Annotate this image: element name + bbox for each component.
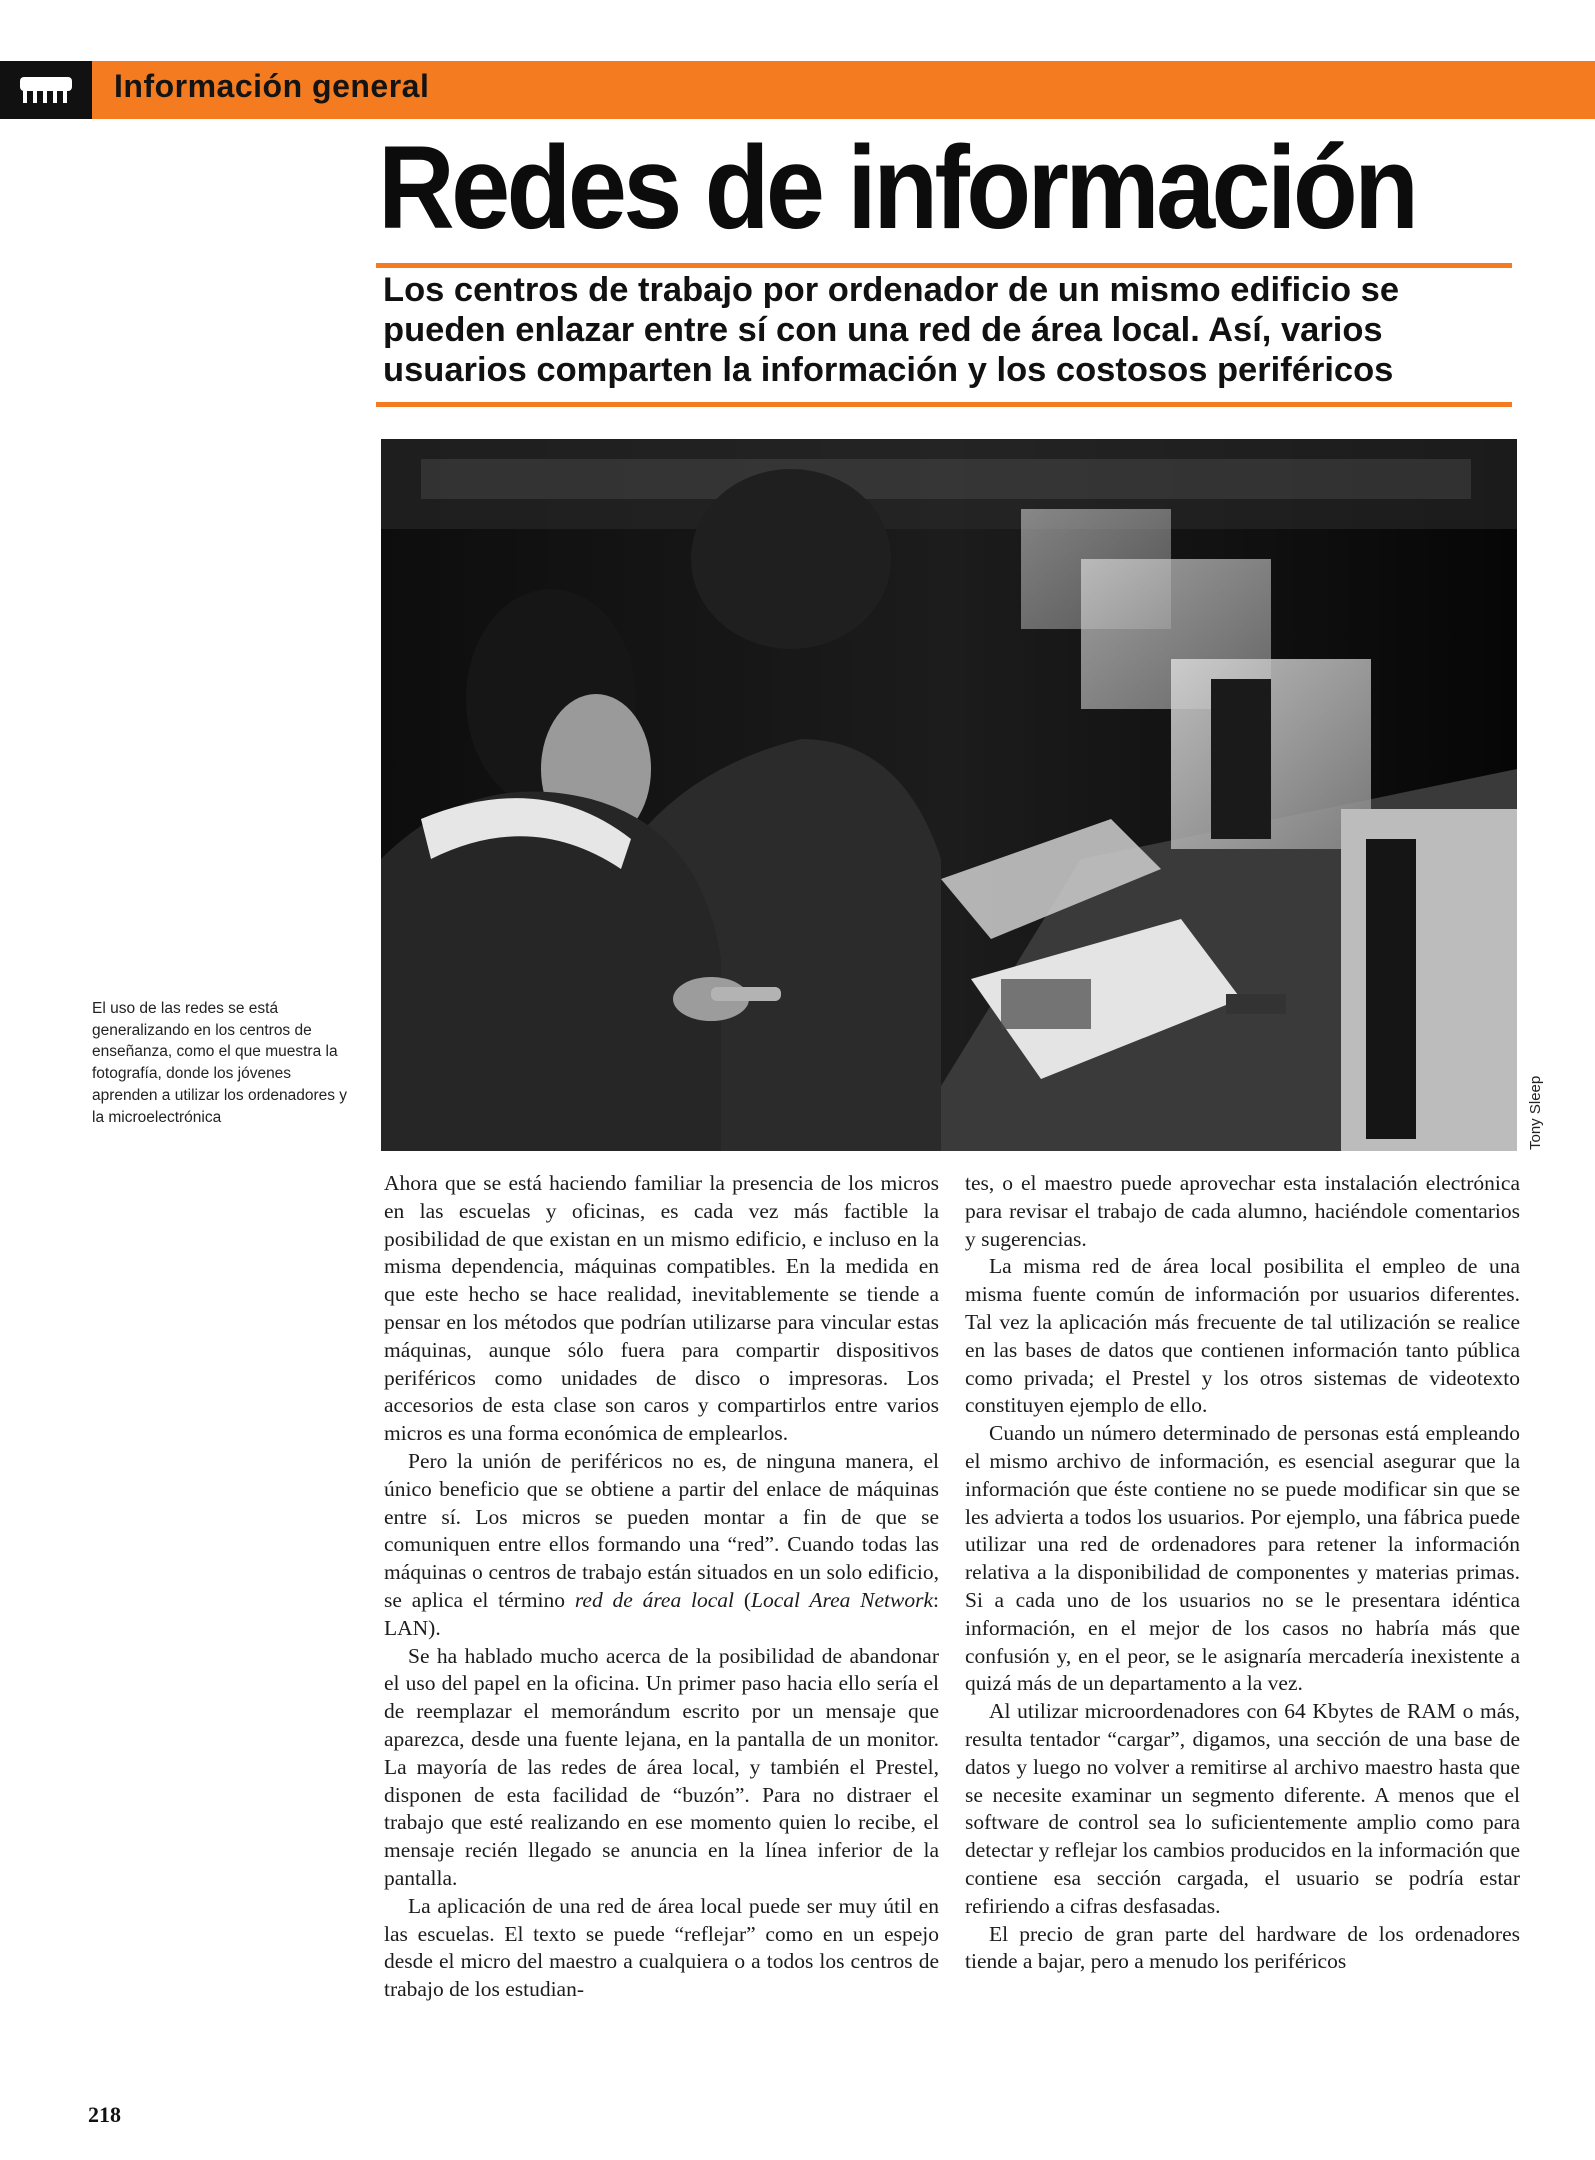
paragraph: Al utilizar microordenadores con 64 Kbytes de RAM o más, resulta tentador “cargar”, digamos, una sección de una base de datos y luego no volver a remitirse al archivo maestro hasta que se necesite examinar un segmento diferente. A menos que el software de control sea lo suficientemente amplio como para detectar y reflejar los cambios producidos en la información que contiene esa sección cargada, el usuario se podría estar refiriendo a cifras desfasadas.	[965, 1699, 1520, 1918]
paragraph: Se ha hablado mucho acerca de la posibilidad de abandonar el uso del papel en la oficina. Un primer paso hacia ello sería el de reemplazar el memorándum escrito por un mensaje que aparezca, desde una fuente lejana, en la pantalla de un monitor. La mayoría de las redes de área local, y también el Prestel, disponen de esta facilidad de “buzón”. Para no distraer el trabajo que esté realizando en ese momento quien lo recibe, el mensaje recién llegado se anuncia en la línea inferior de la pantalla.	[384, 1643, 939, 1890]
photo-credit: Tony Sleep	[1527, 1075, 1544, 1150]
article-title: Redes de información	[378, 122, 1416, 254]
bottom-rule	[376, 402, 1512, 407]
series-logo	[0, 61, 92, 119]
paragraph: Cuando un número determinado de personas está empleando el mismo archivo de información, es esencial asegurar que la información que éste contiene no se puede modificar sin que se les advierta a todos los usuarios. Por ejemplo, una fábrica puede utilizar una red de ordenadores para retener la información relativa a la disponibilidad de componentes y materias primas. Si a cada uno de los usuarios no se le presentara idéntica información, en el mejor de los casos no habría más que confusión y, en el peor, se le asignaría mercadería inexistente a quizá más de un departamento a la vez.	[965, 1421, 1520, 1696]
section-label: Información general	[114, 68, 430, 104]
paragraph: La misma red de área local posibilita el empleo de una misma fuente común de información por usuarios diferentes. Tal vez la aplicación más frecuente de tal utilización se realice en las bases de datos que contienen información tanto pública como privada; el Prestel y los otros sistemas de videotexto constituyen ejemplo de ello.	[965, 1254, 1520, 1418]
paragraph: Ahora que se está haciendo familiar la presencia de los micros en las escuelas y oficinas, es cada vez más factible la posibilidad de que existan en un mismo edificio, e incluso en la misma dependencia, máquinas compatibles. En la medida en que este hecho se hace realidad, inevitablemente se tiende a pensar en los métodos que podrían utilizarse para vincular estas máquinas, aunque sólo fuera para compartir dispositivos periféricos como unidades de disco o impresoras. Los accesorios de esta clase son caros y compartirlos entre varios micros es una forma económica de emplearlos.	[384, 1171, 939, 1446]
page-number: 218	[88, 2102, 121, 2127]
paragraph: tes, o el maestro puede aprovechar esta instalación electrónica para revisar el trabajo de cada alumno, haciéndole comentarios y sugerencias.	[965, 1171, 1520, 1251]
top-rule	[376, 263, 1512, 268]
paragraph: Pero la unión de periféricos no es, de ninguna manera, el único beneficio que se obtiene a partir del enlace de máquinas entre sí. Los micros se pueden montar a fin de que se comuniquen entre ellos formando una “red”. Cuando todas las máquinas o centros de trabajo están situados en un solo edificio, se aplica el término red de área local (Local Area Network: LAN).	[384, 1448, 940, 1640]
microchip-icon	[14, 73, 78, 107]
article-subtitle: Los centros de trabajo por ordenador de un mismo edificio se pueden enlazar entre sí con una red de área local. Así, varios usuarios comparten la información y los costosos periféricos	[383, 271, 1400, 389]
photo-caption: El uso de las redes se está generalizando en los centros de enseñanza, como el que muestra la fotografía, donde los jóvenes aprenden a utilizar los ordenadores y la microelectrónica	[92, 1000, 348, 1126]
classroom-photo	[381, 439, 1517, 1151]
paragraph: El precio de gran parte del hardware de los ordenadores tiende a bajar, pero a menudo los periféricos	[965, 1921, 1520, 1974]
article-column-right	[965, 1170, 1520, 1976]
paragraph: La aplicación de una red de área local puede ser muy útil en las escuelas. El texto se puede “reflejar” como en un espejo desde el micro del maestro a cualquiera o a todos los centros de trabajo de los estudian-	[384, 1893, 939, 2002]
article-column-left	[384, 1170, 939, 2004]
